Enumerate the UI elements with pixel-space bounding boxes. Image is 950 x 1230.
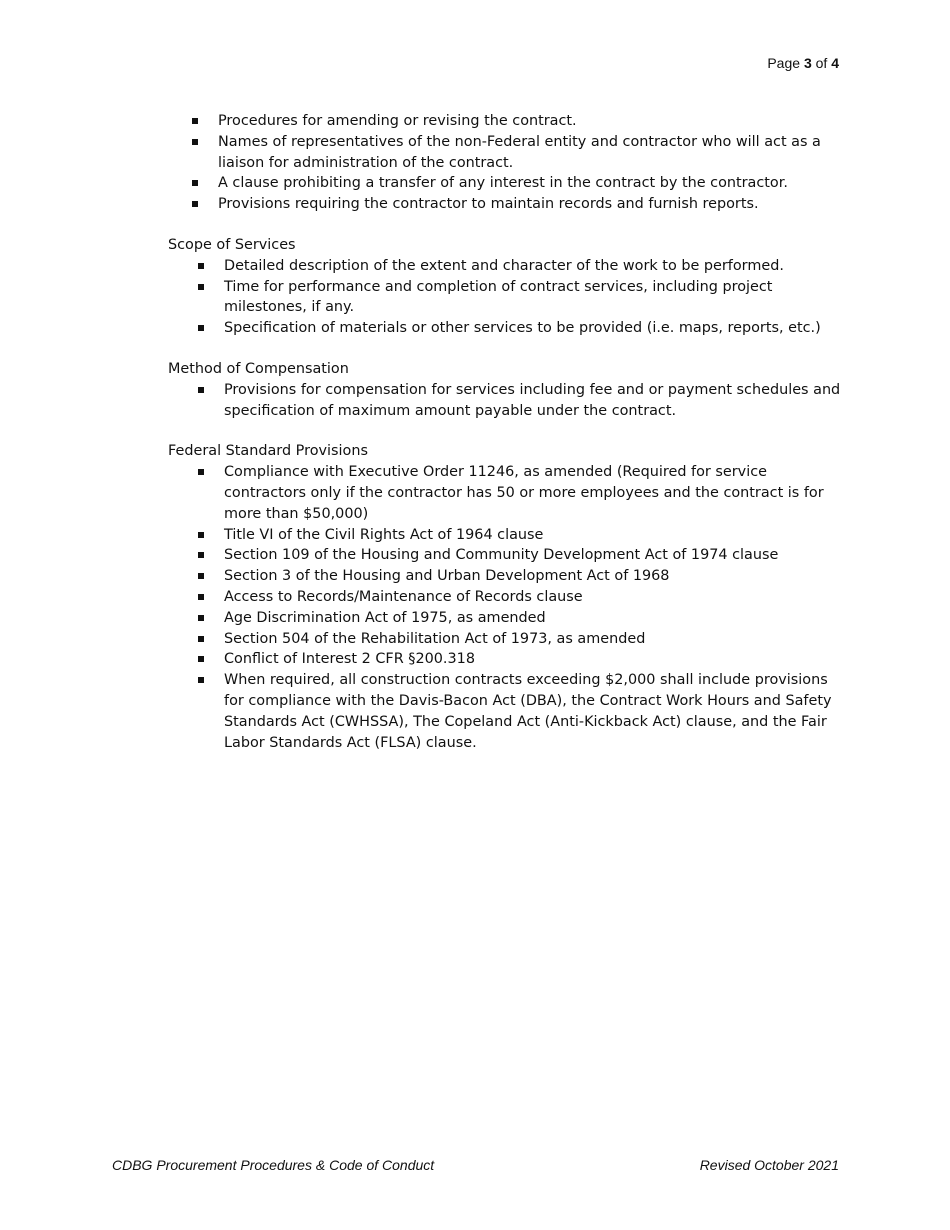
square-bullet-icon: [198, 284, 204, 290]
list-item: Procedures for amending or revising the contract.: [218, 111, 848, 132]
list-item: Compliance with Executive Order 11246, as amended (Required for service contractors only if the contractor has 50 or more employees and the contract is for more than $50,000): [224, 462, 848, 524]
list-item: Conflict of Interest 2 CFR §200.318: [224, 649, 848, 670]
section-heading-federal-standard-provisions: Federal Standard Provisions: [168, 443, 368, 460]
square-bullet-icon: [198, 636, 204, 642]
square-bullet-icon: [192, 118, 198, 124]
scope-of-services-list: [224, 256, 848, 339]
square-bullet-icon: [198, 387, 204, 393]
total-pages: 4: [831, 55, 839, 71]
square-bullet-icon: [198, 469, 204, 475]
footer-document-title: CDBG Procurement Procedures & Code of Conduct: [112, 1157, 435, 1173]
list-item: When required, all construction contracts exceeding $2,000 shall include provisions for compliance with the Davis-Bacon Act (DBA), the Contract Work Hours and Safety Standards Act (CWHSSA), The Copeland Act (Anti-Kickback Act) clause, and the Fair Labor Standards Act (FLSA) clause.: [224, 670, 848, 753]
section-heading-scope-of-services: Scope of Services: [168, 236, 296, 253]
square-bullet-icon: [198, 325, 204, 331]
square-bullet-icon: [198, 677, 204, 683]
list-item: Title VI of the Civil Rights Act of 1964 clause: [224, 525, 848, 546]
list-item: Section 3 of the Housing and Urban Development Act of 1968: [224, 566, 848, 587]
square-bullet-icon: [198, 552, 204, 558]
square-bullet-icon: [198, 615, 204, 621]
square-bullet-icon: [192, 139, 198, 145]
list-item: Provisions requiring the contractor to maintain records and furnish reports.: [218, 194, 848, 215]
page-number-indicator: [767, 55, 839, 71]
federal-standard-provisions-list: [224, 462, 848, 753]
square-bullet-icon: [198, 656, 204, 662]
document-body: [168, 111, 848, 753]
list-item: Provisions for compensation for services including fee and or payment schedules and specification of maximum amount payable under the contract.: [224, 380, 848, 422]
list-item: A clause prohibiting a transfer of any interest in the contract by the contractor.: [218, 173, 848, 194]
page-label: Page: [767, 55, 801, 71]
method-of-compensation-list: [224, 380, 848, 422]
of-label: of: [815, 55, 828, 71]
square-bullet-icon: [198, 263, 204, 269]
list-item: Specification of materials or other services to be provided (i.e. maps, reports, etc.): [224, 318, 848, 339]
square-bullet-icon: [198, 594, 204, 600]
square-bullet-icon: [192, 180, 198, 186]
square-bullet-icon: [198, 573, 204, 579]
square-bullet-icon: [198, 532, 204, 538]
footer-revision-date: Revised October 2021: [699, 1157, 839, 1173]
list-item: Access to Records/Maintenance of Records clause: [224, 587, 848, 608]
list-item: Section 504 of the Rehabilitation Act of 1973, as amended: [224, 629, 848, 650]
contract-provisions-list: [218, 111, 848, 215]
list-item: Detailed description of the extent and character of the work to be performed.: [224, 256, 848, 277]
list-item: Age Discrimination Act of 1975, as amended: [224, 608, 848, 629]
square-bullet-icon: [192, 201, 198, 207]
current-page: 3: [803, 55, 812, 71]
list-item: Time for performance and completion of contract services, including project milestones, if any.: [224, 277, 848, 319]
list-item: Names of representatives of the non-Federal entity and contractor who will act as a liaison for administration of the contract.: [218, 132, 848, 174]
section-heading-method-of-compensation: Method of Compensation: [168, 360, 349, 377]
list-item: Section 109 of the Housing and Community Development Act of 1974 clause: [224, 545, 848, 566]
